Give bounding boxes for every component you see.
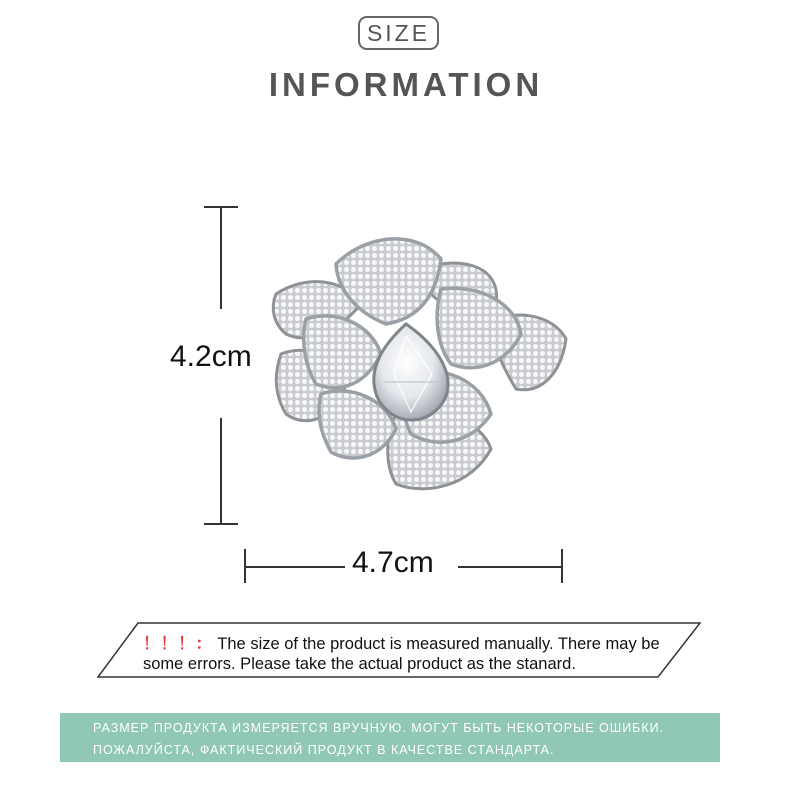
page-title: INFORMATION (268, 66, 544, 103)
notice-message: The size of the product is measured manually. There may be some errors. Please take the actual product as the stanard. (143, 635, 660, 673)
width-dimension-label: 4.7cm (352, 546, 434, 579)
notice-text (143, 634, 683, 674)
height-dimension-line-lower (220, 418, 222, 525)
size-badge (358, 16, 439, 50)
height-dimension-bottom-cap (204, 523, 238, 525)
height-dimension-line-upper (220, 207, 222, 309)
width-dimension-line-left (245, 566, 345, 568)
flower-brooch-image (266, 224, 586, 504)
russian-notice-line-2: ПОЖАЛУЙСТА, ФАКТИЧЕСКИЙ ПРОДУКТ В КАЧЕСТВЕ СТАНДАРТА. (93, 743, 555, 757)
size-badge-label: SIZE (366, 19, 431, 46)
russian-notice-line-1: РАЗМЕР ПРОДУКТА ИЗМЕРЯЕТСЯ ВРУЧНУЮ. МОГУТ БЫТЬ НЕКОТОРЫЕ ОШИБКИ. (93, 721, 665, 735)
warning-marks: ！！！： (143, 635, 213, 653)
width-dimension-line-right (458, 566, 562, 568)
height-dimension-label: 4.2cm (170, 340, 252, 373)
width-dimension-right-cap (561, 549, 563, 583)
